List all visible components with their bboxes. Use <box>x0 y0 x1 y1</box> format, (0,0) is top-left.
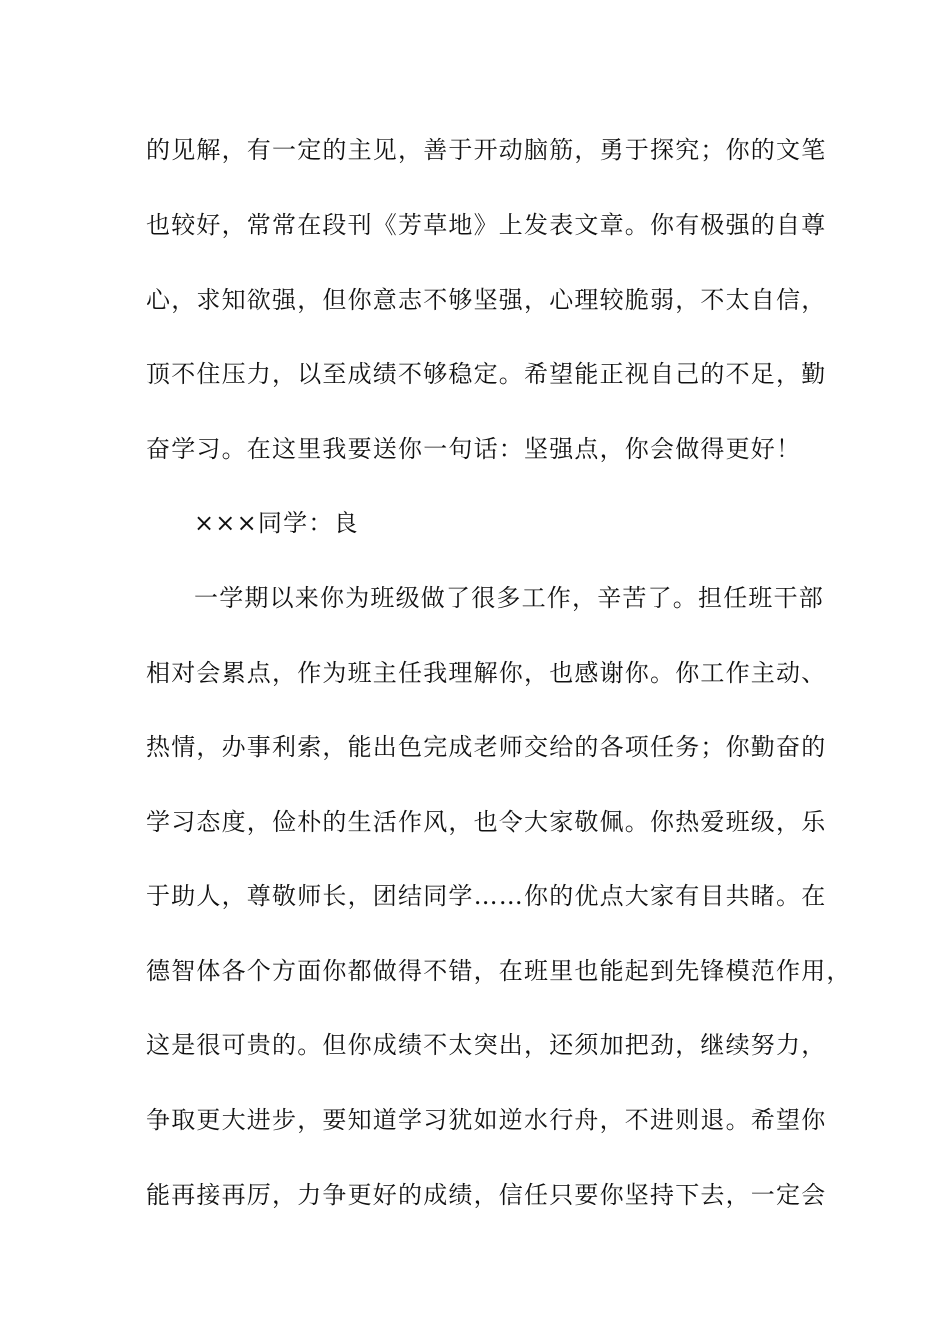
text-line-3: 心，求知欲强，但你意志不够坚强，心理较脆弱，不太自信， <box>146 286 827 314</box>
text-line-11: 于助人，尊敬师长，团结同学……你的优点大家有目共睹。在 <box>146 882 827 910</box>
text-line-14: 争取更大进步，要知道学习犹如逆水行舟，不进则退。希望你 <box>146 1106 827 1134</box>
text-line-4: 顶不住压力，以至成绩不够稳定。希望能正视自己的不足，勤 <box>146 360 827 388</box>
student-heading: ×××同学：良 <box>194 509 359 537</box>
text-line-5: 奋学习。在这里我要送你一句话：坚强点，你会做得更好！ <box>146 435 802 463</box>
text-line-8: 相对会累点，作为班主任我理解你，也感谢你。你工作主动、 <box>146 659 827 687</box>
text-line-7: 一学期以来你为班级做了很多工作，辛苦了。担任班干部 <box>194 584 824 612</box>
text-line-10: 学习态度，俭朴的生活作风，也令大家敬佩。你热爱班级，乐 <box>146 808 827 836</box>
text-line-2: 也较好，常常在段刊《芳草地》上发表文章。你有极强的自尊 <box>146 211 827 239</box>
text-line-13: 这是很可贵的。但你成绩不太突出，还须加把劲，继续努力， <box>146 1031 827 1059</box>
text-line-12: 德智体各个方面你都做得不错，在班里也能起到先锋模范作用， <box>146 957 852 985</box>
text-line-1: 的见解，有一定的主见，善于开动脑筋，勇于探究；你的文笔 <box>146 136 827 164</box>
text-line-9: 热情，办事利索，能出色完成老师交给的各项任务；你勤奋的 <box>146 733 827 761</box>
text-line-15: 能再接再厉，力争更好的成绩，信任只要你坚持下去，一定会 <box>146 1181 827 1209</box>
